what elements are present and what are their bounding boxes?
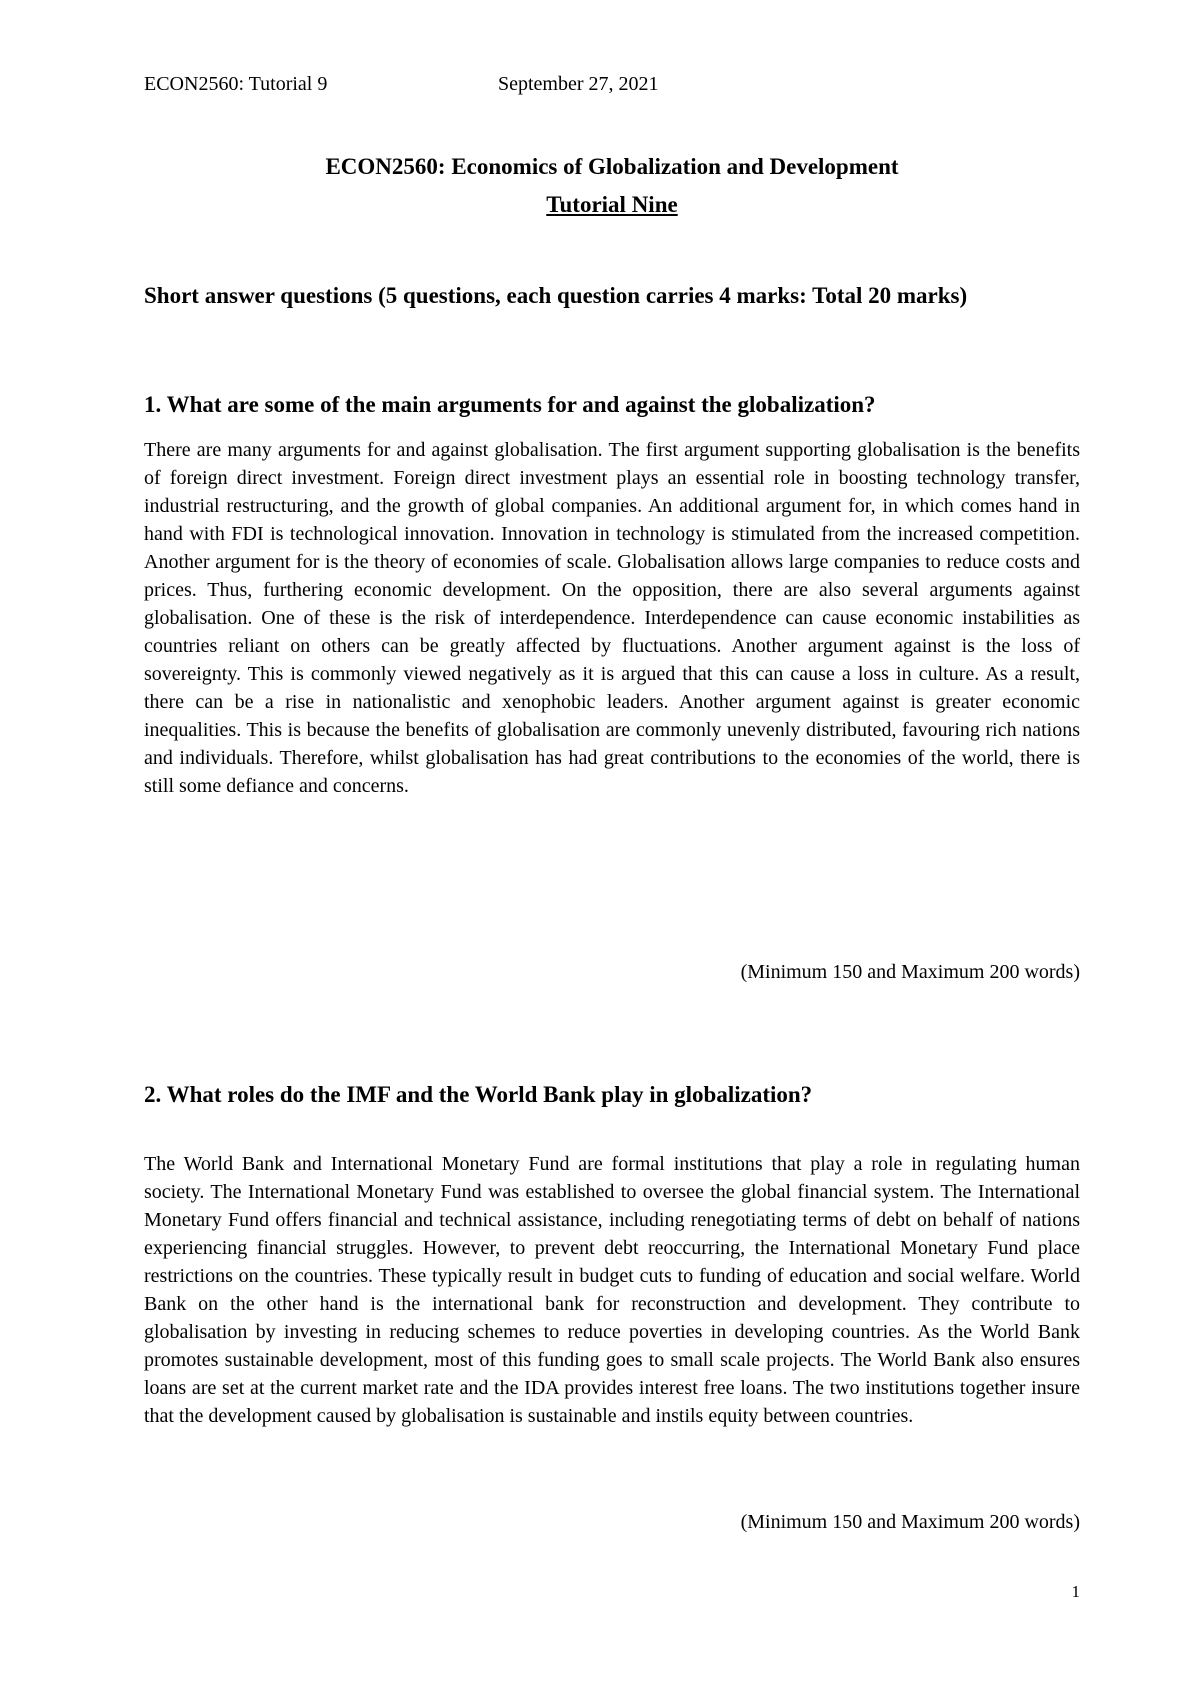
section-instructions: Short answer questions (5 questions, each question carries 4 marks: Total 20 marks) bbox=[144, 283, 968, 308]
question-1-answer: There are many arguments for and against globalisation. The first argument supporting globalisation is the benefits of foreign direct investment. Foreign direct investment plays an essential role in boosting technology transfer, industrial restructuring, and the growth of global companies. An additional argument for, in which comes hand in hand with FDI is technological innovation. Innovation in technology is stimulated from the increased competition. Another argument for is the theory of economies of scale. Globalisation allows large companies to reduce costs and prices. Thus, furthering economic development. On the opposition, there are also several arguments against globalisation. One of these is the risk of interdependence. Interdependence can cause economic instabilities as countries reliant on others can be greatly affected by fluctuations. Another argument against is the loss of sovereignty. This is commonly viewed negatively as it is argued that this can cause a loss in culture. As a result, there can be a rise in nationalistic and xenophobic leaders. Another argument against is greater economic inequalities. This is because the benefits of globalisation are commonly unevenly distributed, favouring rich nations and individuals. Therefore, whilst globalisation has had great contributions to the economies of the world, there is still some defiance and concerns. bbox=[144, 439, 1080, 797]
question-2-heading: 2. What roles do the IMF and the World Bank play in globalization? bbox=[144, 1082, 813, 1107]
question-2-answer: The World Bank and International Monetary Fund are formal institutions that play a role in regulating human society. The International Monetary Fund was established to oversee the global financial system. The International Monetary Fund offers financial and technical assistance, including renegotiating terms of debt on behalf of nations experiencing financial struggles. However, to prevent debt reoccurring, the International Monetary Fund place restrictions on the countries. These typically result in budget cuts to funding of education and social welfare. World Bank on the other hand is the international bank for reconstruction and development. They contribute to globalisation by investing in reducing schemes to reduce poverties in developing countries. As the World Bank promotes sustainable development, most of this funding goes to small scale projects. The World Bank also ensures loans are set at the current market rate and the IDA provides interest free loans. The two institutions together insure that the development caused by globalisation is sustainable and instils equity between countries. bbox=[144, 1153, 1080, 1427]
document-subtitle bbox=[144, 186, 1080, 224]
document-title: ECON2560: Economics of Globalization and Development bbox=[325, 154, 899, 179]
question-2-word-limit: (Minimum 150 and Maximum 200 words) bbox=[740, 1511, 1080, 1533]
page-header bbox=[144, 72, 659, 96]
question-1-heading: 1. What are some of the main arguments for and against the globalization? bbox=[144, 392, 876, 417]
header-course: ECON2560: Tutorial 9 bbox=[144, 73, 328, 95]
page-number: 1 bbox=[1071, 1582, 1080, 1601]
tutorial-name: Tutorial Nine bbox=[546, 192, 678, 217]
document-title-block bbox=[144, 148, 1080, 224]
question-1-word-limit: (Minimum 150 and Maximum 200 words) bbox=[740, 961, 1080, 983]
header-date: September 27, 2021 bbox=[498, 73, 659, 95]
